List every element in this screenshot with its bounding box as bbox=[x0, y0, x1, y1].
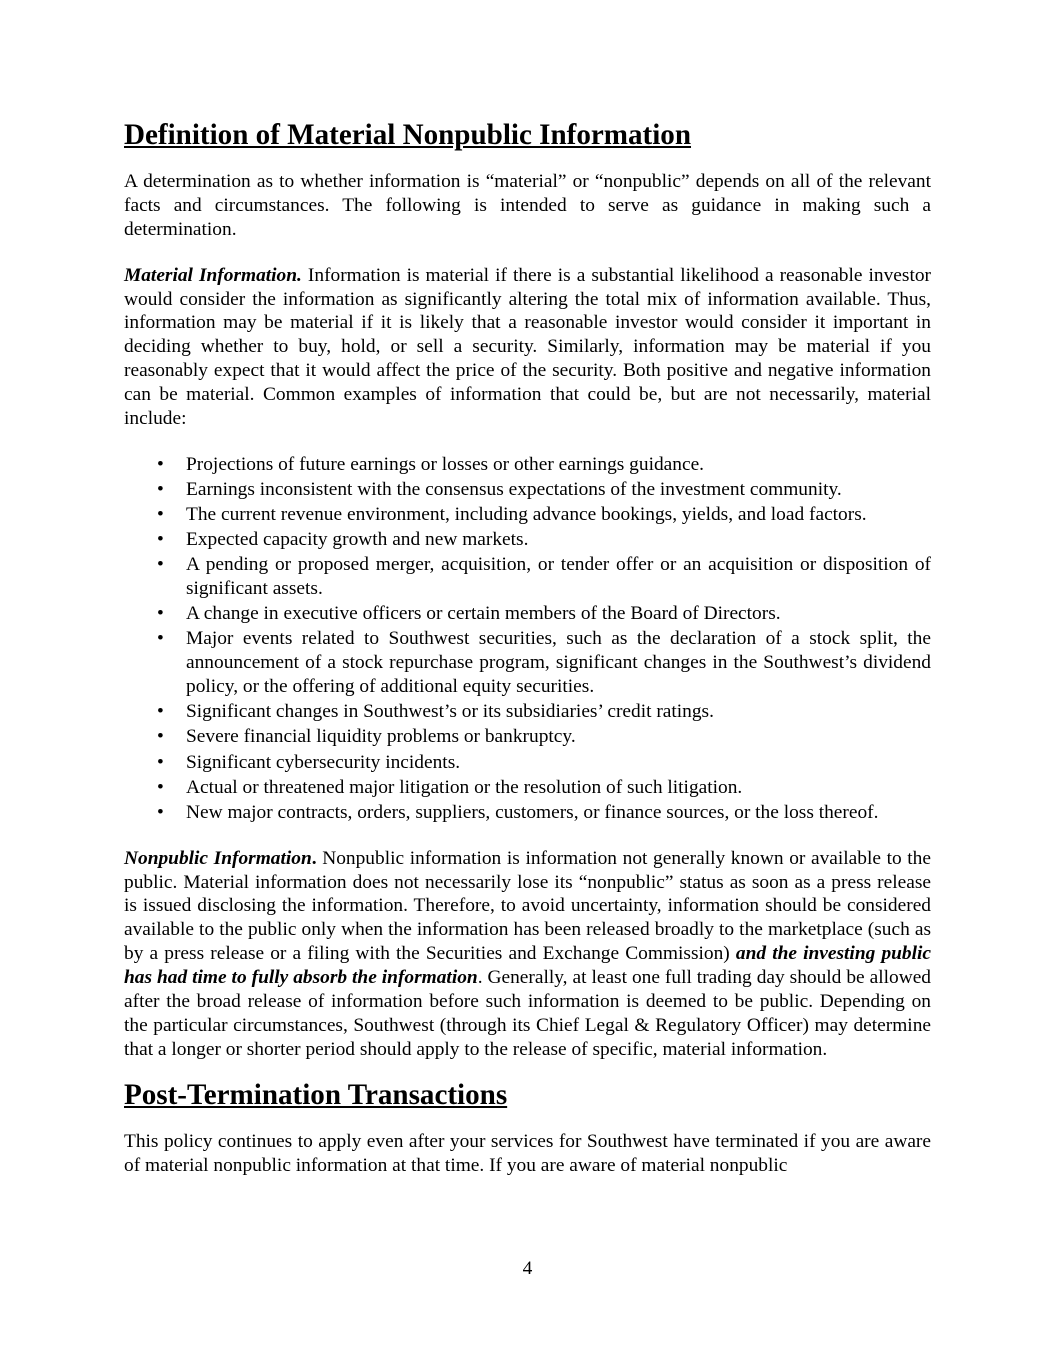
material-information-paragraph bbox=[124, 264, 931, 431]
material-example-item bbox=[124, 801, 931, 825]
material-example-item bbox=[124, 553, 931, 601]
material-example-text: A pending or proposed merger, acquisition, or tender offer or an acquisition or disposition of significant assets. bbox=[186, 554, 931, 600]
nonpublic-information-body-after: . Generally, at least one full trading day should be allowed after the broad release of information before such information is deemed to be public. Depending on the particular circumstances, Southwest (through its Chief Legal & Regulatory Officer) may determine that a longer or shorter period should apply to the release of specific, material information. bbox=[124, 967, 931, 1060]
material-example-text: Earnings inconsistent with the consensus expectations of the investment community. bbox=[186, 479, 842, 501]
bullet-icon: • bbox=[157, 628, 164, 650]
material-example-text: Significant changes in Southwest’s or its subsidiaries’ credit ratings. bbox=[186, 701, 714, 723]
bullet-icon: • bbox=[157, 726, 164, 748]
material-example-item bbox=[124, 700, 931, 724]
material-example-text: Projections of future earnings or losses or other earnings guidance. bbox=[186, 453, 705, 475]
material-example-item bbox=[124, 528, 931, 552]
nonpublic-information-lead-text: Nonpublic Information bbox=[124, 847, 312, 869]
nonpublic-information-lead bbox=[124, 848, 317, 869]
material-example-text: The current revenue environment, including advance bookings, yields, and load factors. bbox=[186, 504, 867, 526]
material-example-text: New major contracts, orders, suppliers, customers, or finance sources, or the loss thereof. bbox=[186, 801, 879, 823]
post-termination-paragraph: This policy continues to apply even after your services for Southwest have terminated if you are aware of material nonpublic information at that time. If you are aware of material nonpublic bbox=[124, 1130, 931, 1176]
section-heading-definition: Definition of Material Nonpublic Information bbox=[124, 119, 692, 151]
bullet-icon: • bbox=[157, 504, 164, 526]
bullet-icon: • bbox=[157, 701, 164, 723]
bullet-icon: • bbox=[157, 751, 164, 773]
bullet-icon: • bbox=[157, 776, 164, 798]
material-example-item bbox=[124, 453, 931, 477]
material-example-text: Expected capacity growth and new markets. bbox=[186, 529, 529, 551]
material-example-text: A change in executive officers or certain members of the Board of Directors. bbox=[186, 603, 781, 625]
document-page bbox=[124, 119, 931, 1178]
material-example-item bbox=[124, 627, 931, 699]
material-example-item bbox=[124, 478, 931, 502]
nonpublic-information-paragraph bbox=[124, 847, 931, 1062]
bullet-icon: • bbox=[157, 479, 164, 501]
nonpublic-information-lead-period: . bbox=[311, 847, 317, 869]
material-example-text: Actual or threatened major litigation or the resolution of such litigation. bbox=[186, 776, 743, 798]
material-example-item bbox=[124, 751, 931, 775]
bullet-icon: • bbox=[157, 554, 164, 576]
material-example-text: Major events related to Southwest securities, such as the declaration of a stock split, the announcement of a stock repurchase program, significant changes in the Southwest’s dividend policy, or the offering of additional equity securities. bbox=[186, 628, 931, 698]
nonpublic-information-emphasis: and the investing public has had time to fully absorb the information bbox=[124, 943, 931, 989]
material-example-item bbox=[124, 725, 931, 749]
bullet-icon: • bbox=[157, 801, 164, 823]
page-number: 4 bbox=[522, 1258, 533, 1279]
definition-intro-paragraph: A determination as to whether information is “material” or “nonpublic” depends on all of the relevant facts and circumstances. The following is intended to serve as guidance in making such a determination. bbox=[124, 170, 931, 240]
material-information-body: Information is material if there is a substantial likelihood a reasonable investor would consider the information as significantly altering the total mix of information available. Thus, information may be material if it is likely that a reasonable investor would consider it important in deciding whether to buy, hold, or sell a security. Similarly, information may be material if you reasonably expect that it would affect the price of the security. Both positive and negative information can be material. Common examples of information that could be, but are not necessarily, material include: bbox=[124, 264, 931, 430]
section-heading-post-termination: Post-Termination Transactions bbox=[124, 1078, 508, 1111]
material-example-text: Significant cybersecurity incidents. bbox=[186, 751, 461, 773]
material-example-item bbox=[124, 776, 931, 800]
material-example-text: Severe financial liquidity problems or bankruptcy. bbox=[186, 726, 576, 748]
bullet-icon: • bbox=[157, 453, 164, 475]
material-example-item bbox=[124, 602, 931, 626]
nonpublic-information-body-before: Nonpublic information is information not generally known or available to the public. Material information does not necessarily lose its “nonpublic” status as soon as a press release is issued disclosing the information. Therefore, to avoid uncertainty, information should be considered available to the public only when the information has been released broadly to the marketplace (such as by a press release or a filing with the Securities and Exchange Commission) bbox=[124, 847, 931, 965]
bullet-icon: • bbox=[157, 529, 164, 551]
bullet-icon: • bbox=[157, 603, 164, 625]
material-examples-list bbox=[124, 453, 931, 825]
material-information-lead: Material Information. bbox=[124, 264, 302, 286]
material-example-item bbox=[124, 503, 931, 527]
